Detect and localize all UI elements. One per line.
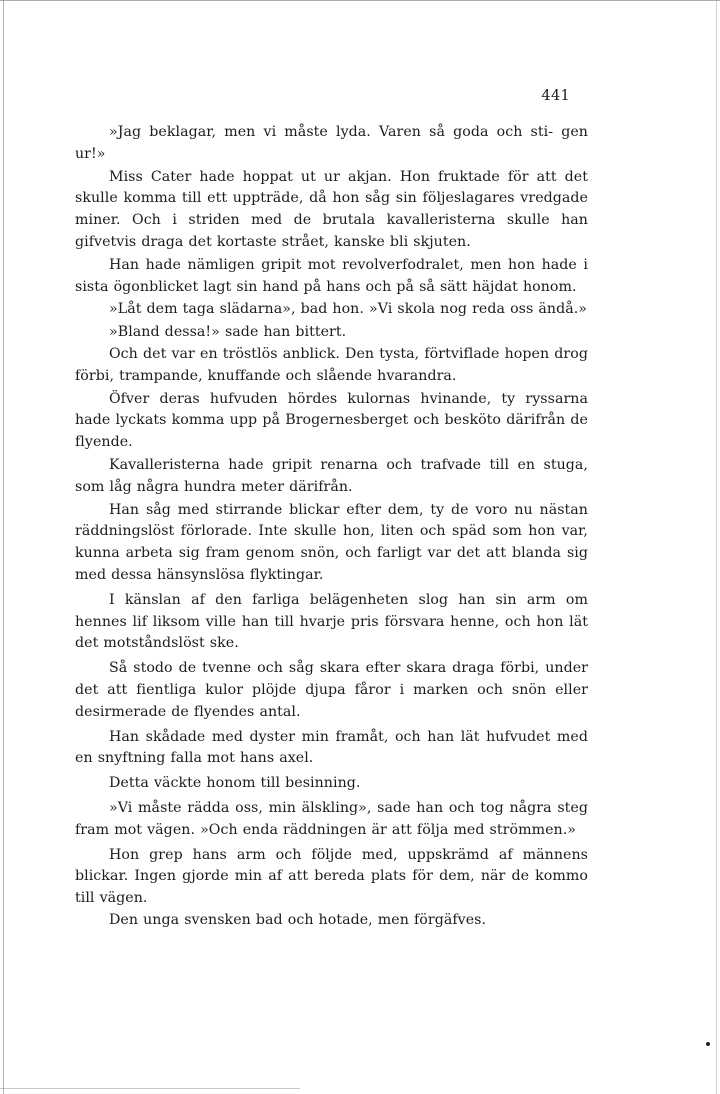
paragraph: Han hade nämligen gripit mot revolverfodralet, men hon hade i sista ögonblicket lagt sin hand på hans och på så sätt häjdat honom. [75,256,588,295]
paragraph: Och det var en tröstlös anblick. Den tysta, förtviflade hopen drog förbi, trampande, knuffande och slående hvarandra. [75,345,588,384]
paragraph: Den unga svensken bad och hotade, men förgäfves. [109,911,487,928]
paragraph: »Vi måste rädda oss, min älskling», sade han och tog några steg fram mot vägen. »Och enda räddningen är att följa med strömmen.» [75,799,588,838]
left-scan-edge [3,0,4,1094]
paragraph: Miss Cater hade hoppat ut ur akjan. Hon fruktade för att det skulle komma till ett uppträde, då hon såg sin följeslagares vredgade miner. Och i striden med de brutala kavalleristerna skulle han gifvetvis draga det kortaste strået, kanske bli skjuten. [75,168,588,250]
paragraph: Han skådade med dyster min framåt, och han lät hufvudet med en snyftning falla mot hans axel. [75,728,588,767]
paragraph: »Bland dessa!» sade han bittert. [109,324,347,341]
paragraph: Detta väckte honom till besinning. [109,775,361,792]
body-text [75,122,588,932]
ink-speck [706,1042,710,1046]
paragraph: Kavalleristerna hade gripit renarna och trafvade till en stuga, som låg några hundra meter därifrån. [75,456,588,495]
page-number: 441 [541,88,570,104]
top-scan-edge [0,0,720,1]
paragraph: I känslan af den farliga belägenheten slog han sin arm om hennes lif liksom ville han till hvarje pris försvara henne, och hon lät det motståndslöst ske. [75,591,588,652]
paragraph: »Jag beklagar, men vi måste lyda. Varen så goda och sti- gen ur!» [75,124,588,162]
paragraph: Han såg med stirrande blickar efter dem, ty de voro nu nästan räddningslöst förlorade. Inte skulle hon, liten och späd som hon var, kunna arbeta sig fram genom snön, och farligt var det att blanda sig med dessa hänsynslösa flyktingar. [75,501,588,583]
paragraph: Hon grep hans arm och följde med, uppskrämd af männens blickar. Ingen gjorde min af att bereda plats för dem, när de kommo till vägen. [75,846,588,907]
bottom-scan-edge [0,1088,300,1089]
paragraph: Öfver deras hufvuden hördes kulornas hvinande, ty ryssarna hade lyckats komma upp på Brogernesberget och besköto därifrån de flyende. [75,390,588,451]
right-scan-edge [716,0,717,1094]
paragraph: »Låt dem taga slädarna», bad hon. »Vi skola nog reda oss ändå.» [109,301,588,318]
paragraph: Så stodo de tvenne och såg skara efter skara draga förbi, under det att fientliga kulor plöjde djupa fåror i marken och snön eller desirmerade de flyendes antal. [75,660,588,720]
